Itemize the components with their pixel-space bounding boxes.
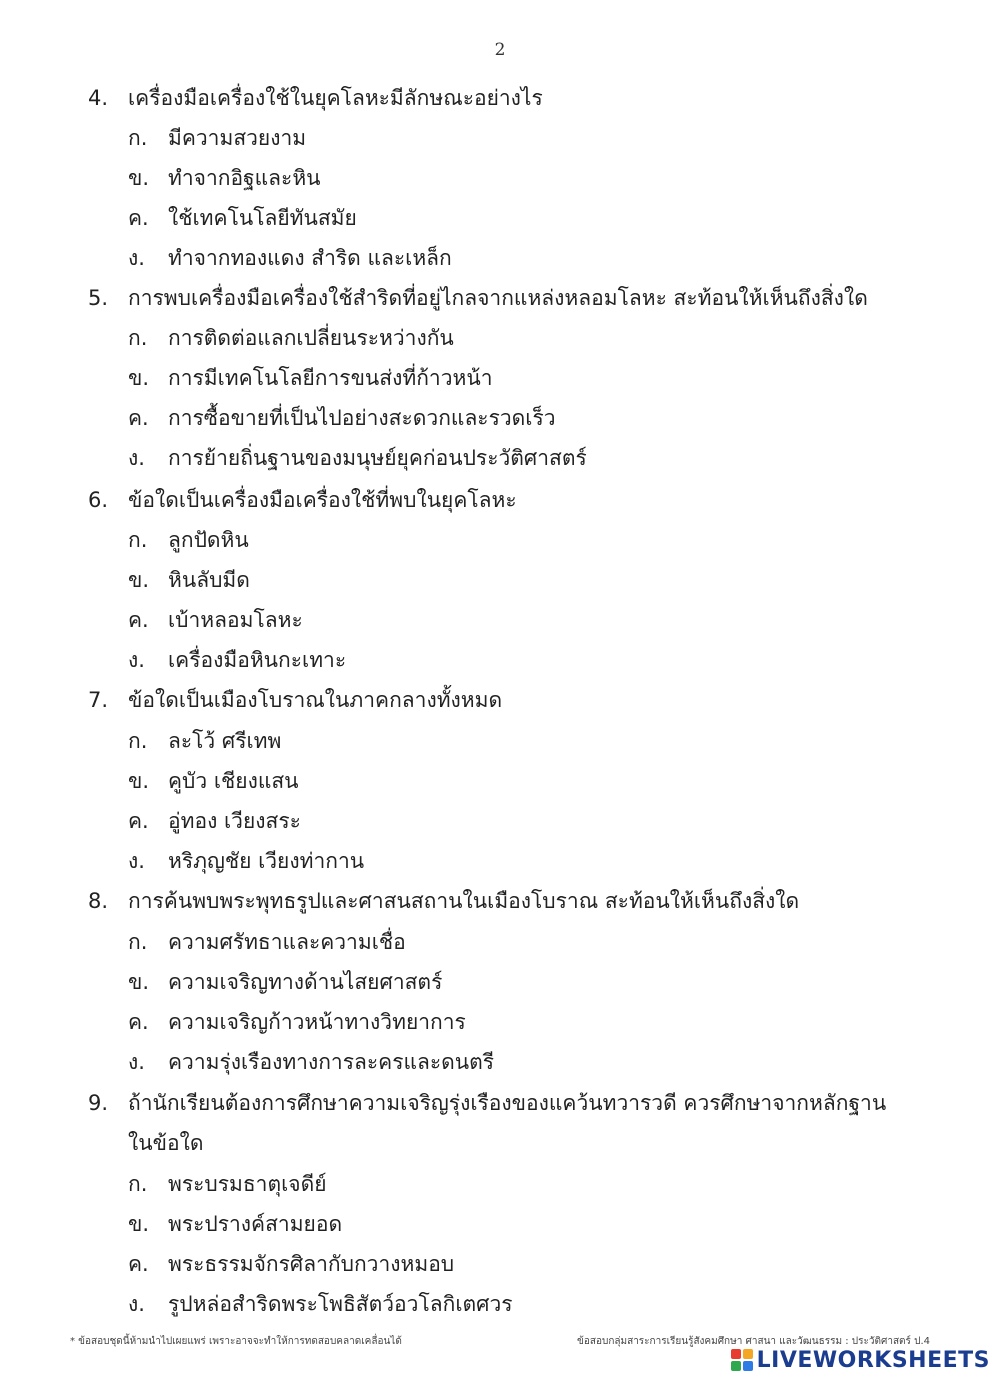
option-8-c[interactable] [128, 1008, 466, 1036]
question-text: ข้อใดเป็นเมืองโบราณในภาคกลางทั้งหมด [128, 688, 503, 712]
option-text: หินลับมีด [168, 568, 250, 592]
option-label: ค. [128, 608, 149, 632]
option-6-b[interactable] [128, 566, 250, 594]
option-8-b[interactable] [128, 968, 442, 996]
option-label: ค. [128, 1010, 149, 1034]
option-label: ข. [128, 1212, 150, 1236]
question-9 [88, 1089, 886, 1117]
question-number: 8. [88, 889, 109, 913]
option-text: หริภุญชัย เวียงท่ากาน [168, 849, 365, 873]
option-label: ง. [128, 648, 145, 672]
option-label: ข. [128, 970, 150, 994]
option-text: พระปรางค์สามยอด [168, 1212, 343, 1236]
option-text: เบ้าหลอมโลหะ [168, 608, 303, 632]
question-text: ถ้านักเรียนต้องการศึกษาความเจริญรุ่งเรืองของแคว้นทวารวดี ควรศึกษาจากหลักฐาน [128, 1091, 887, 1115]
liveworksheets-brand[interactable] [731, 1347, 990, 1373]
question-text: การค้นพบพระพุทธรูปและศาสนสถานในเมืองโบราณ สะท้อนให้เห็นถึงสิ่งใด [128, 889, 800, 913]
question-number: 9. [88, 1091, 109, 1115]
option-text: การติดต่อแลกเปลี่ยนระหว่างกัน [168, 326, 454, 350]
brand-name: LIVEWORKSHEETS [756, 1347, 990, 1373]
option-text: ทำจากอิฐและหิน [168, 166, 321, 190]
option-8-d[interactable] [128, 1048, 494, 1076]
option-9-d[interactable] [128, 1290, 513, 1318]
option-text: มีความสวยงาม [168, 126, 307, 150]
option-label: ข. [128, 769, 150, 793]
option-text: ทำจากทองแดง สำริด และเหล็ก [168, 246, 452, 270]
option-9-c[interactable] [128, 1250, 454, 1278]
option-7-a[interactable] [128, 727, 281, 755]
liveworksheets-logo-icon [731, 1349, 753, 1371]
option-5-c[interactable] [128, 404, 556, 432]
option-text: ลูกปัดหิน [168, 528, 249, 552]
option-text: ความเจริญทางด้านไสยศาสตร์ [168, 970, 443, 994]
option-label: ข. [128, 366, 150, 390]
question-5 [88, 284, 868, 312]
option-4-b[interactable] [128, 164, 321, 192]
option-text: ความเจริญก้าวหน้าทางวิทยาการ [168, 1010, 466, 1034]
option-text: ความรุ่งเรืองทางการละครและดนตรี [168, 1050, 495, 1074]
option-label: ค. [128, 406, 149, 430]
option-label: ง. [128, 849, 145, 873]
question-9-continuation: ในข้อใด [128, 1131, 204, 1155]
option-4-a[interactable] [128, 124, 306, 152]
option-5-b[interactable] [128, 364, 493, 392]
option-label: ก. [128, 930, 148, 954]
option-8-a[interactable] [128, 928, 406, 956]
page-number: 2 [494, 40, 506, 60]
question-4 [88, 84, 543, 112]
option-9-a[interactable] [128, 1170, 327, 1198]
option-label: ง. [128, 1292, 145, 1316]
option-label: ง. [128, 446, 145, 470]
option-label: ง. [128, 246, 145, 270]
option-label: ก. [128, 126, 148, 150]
option-text: การมีเทคโนโลยีการขนส่งที่ก้าวหน้า [168, 366, 493, 390]
question-number: 4. [88, 86, 109, 110]
option-9-b[interactable] [128, 1210, 342, 1238]
option-label: ข. [128, 568, 150, 592]
option-7-c[interactable] [128, 807, 301, 835]
question-6 [88, 486, 517, 514]
option-text: ความศรัทธาและความเชื่อ [168, 930, 406, 954]
option-text: อู่ทอง เวียงสระ [168, 809, 301, 833]
option-label: ก. [128, 326, 148, 350]
option-label: ค. [128, 206, 149, 230]
option-label: ก. [128, 528, 148, 552]
option-text: คูบัว เชียงแสน [168, 769, 299, 793]
option-5-d[interactable] [128, 444, 587, 472]
option-text: การย้ายถิ่นฐานของมนุษย์ยุคก่อนประวัติศาสตร์ [168, 446, 587, 470]
question-number: 6. [88, 488, 109, 512]
option-5-a[interactable] [128, 324, 454, 352]
option-label: ง. [128, 1050, 145, 1074]
footer-subject: ข้อสอบกลุ่มสาระการเรียนรู้สังคมศึกษา ศาสนา และวัฒนธรรม : ประวัติศาสตร์ ป.4 [577, 1336, 930, 1347]
option-6-d[interactable] [128, 646, 346, 674]
option-text: เครื่องมือหินกะเทาะ [168, 648, 347, 672]
question-text: ข้อใดเป็นเครื่องมือเครื่องใช้ที่พบในยุคโลหะ [128, 488, 517, 512]
option-7-b[interactable] [128, 767, 299, 795]
option-text: รูปหล่อสำริดพระโพธิสัตว์อวโลกิเตศวร [168, 1292, 513, 1316]
question-8 [88, 887, 799, 915]
option-text: การซื้อขายที่เป็นไปอย่างสะดวกและรวดเร็ว [168, 406, 556, 430]
option-7-d[interactable] [128, 847, 364, 875]
option-text: ใช้เทคโนโลยีทันสมัย [168, 206, 357, 230]
option-4-c[interactable] [128, 204, 357, 232]
option-label: ข. [128, 166, 150, 190]
question-text: เครื่องมือเครื่องใช้ในยุคโลหะมีลักษณะอย่างไร [128, 86, 543, 110]
footer-disclaimer: * ข้อสอบชุดนี้ห้ามนำไปเผยแพร่ เพราะอาจจะทำให้การทดสอบคลาดเคลื่อนได้ [70, 1336, 402, 1347]
option-4-d[interactable] [128, 244, 452, 272]
option-text: พระบรมธาตุเจดีย์ [168, 1172, 327, 1196]
question-number: 7. [88, 688, 109, 712]
question-7 [88, 686, 502, 714]
option-6-a[interactable] [128, 526, 249, 554]
question-text: การพบเครื่องมือเครื่องใช้สำริดที่อยู่ไกลจากแหล่งหลอมโลหะ สะท้อนให้เห็นถึงสิ่งใด [128, 286, 868, 310]
option-label: ก. [128, 1172, 148, 1196]
option-label: ค. [128, 809, 149, 833]
option-label: ค. [128, 1252, 149, 1276]
question-number: 5. [88, 286, 109, 310]
option-label: ก. [128, 729, 148, 753]
option-6-c[interactable] [128, 606, 303, 634]
option-text: พระธรรมจักรศิลากับกวางหมอบ [168, 1252, 455, 1276]
option-text: ละโว้ ศรีเทพ [168, 729, 282, 753]
